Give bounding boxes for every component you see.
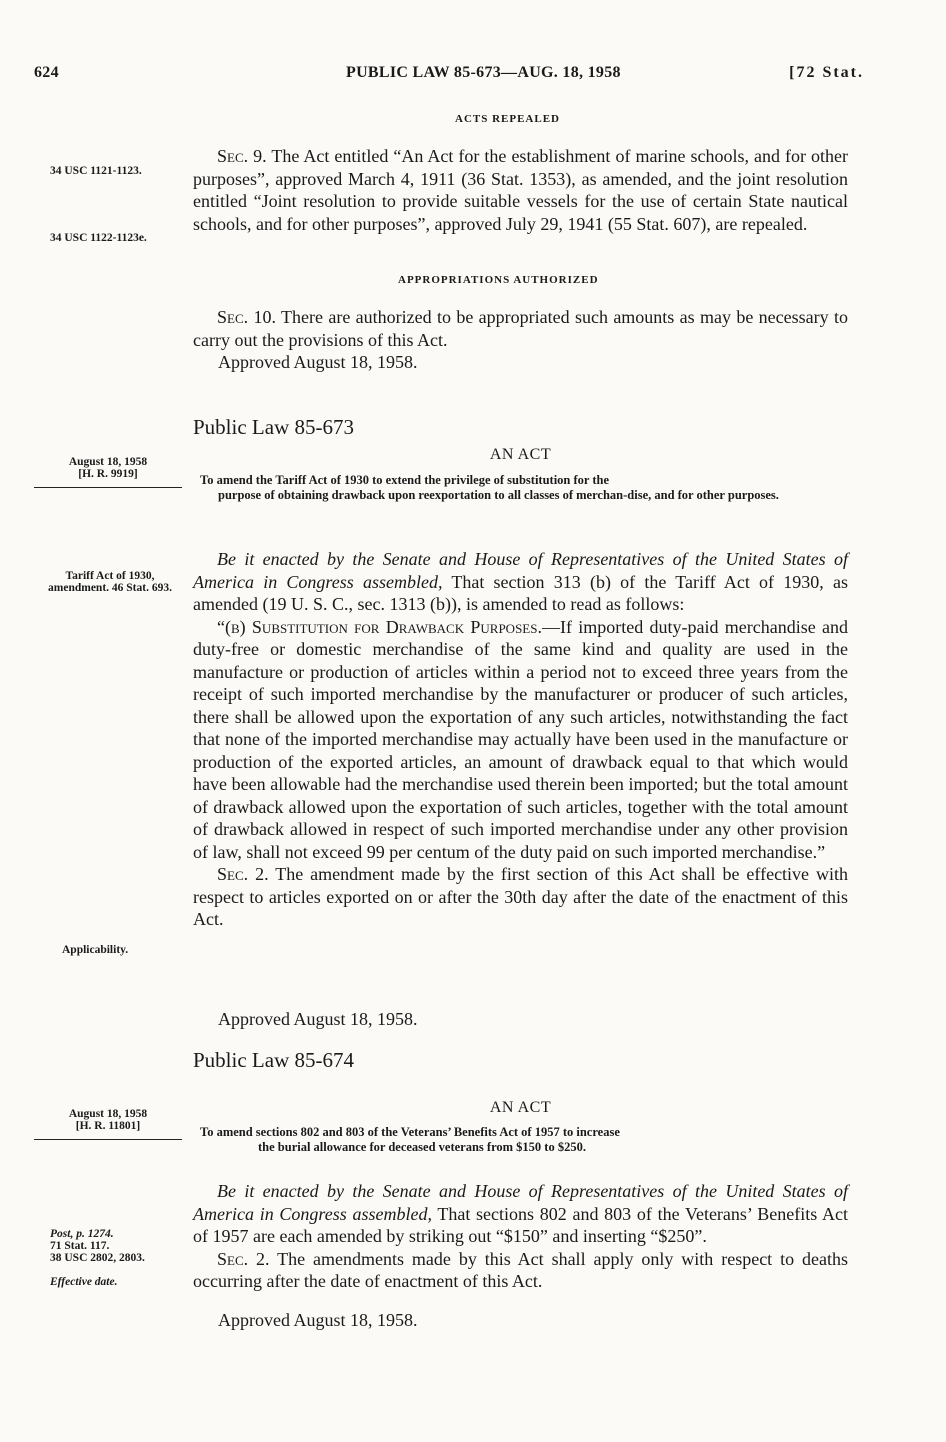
sec-10-text: There are authorized to be appropriated such amounts as may be necessary to carry out the provisions of this Act. xyxy=(193,307,848,350)
law-85-673-title: Public Law 85-673 xyxy=(193,415,354,439)
law-85-673-sec-2-label: Sec. 2. xyxy=(217,864,269,884)
approved-line-85-674: Approved August 18, 1958. xyxy=(218,1310,418,1330)
margin-note-applicability: Applicability. xyxy=(62,944,129,956)
law-85-673-purpose xyxy=(200,473,848,503)
law-85-674-act-label: AN ACT xyxy=(489,1099,552,1116)
margin-note-stat: 71 Stat. 117. xyxy=(50,1240,110,1252)
law-85-673-body xyxy=(193,548,848,931)
law-85-673-bill: [H. R. 9919] xyxy=(78,468,138,480)
law-85-674-sec-2-label: Sec. 2. xyxy=(217,1248,270,1269)
law-85-673-enacting-clause: Be it enacted by the Senate and House of Representatives of the United States of America in Congress assembled, xyxy=(193,549,848,592)
law-85-673-sec-2-text: The amendment made by the first section of this Act shall be effective with respect to articles exported on or after the 30th day after the date of the enactment of this Act. xyxy=(193,864,848,929)
law-85-674-intro: That sections 802 and 803 of the Veterans’ Benefits Act of 1957 are each amended by striking out “$150” and inserting “$250”. xyxy=(193,1203,848,1246)
page-header xyxy=(34,64,864,88)
subsection-b-label: “(b) Substitution for Drawback Purposes. xyxy=(217,616,542,637)
margin-note-tariff-act: Tariff Act of 1930, amendment. 46 Stat. 693. xyxy=(48,570,172,594)
law-85-674-bill: [H. R. 11801] xyxy=(75,1120,141,1132)
law-85-674-purpose-line1: To amend sections 802 and 803 of the Veterans’ Benefits Act of 1957 to increase xyxy=(200,1125,620,1139)
subsection-b-text: —If imported duty-paid merchandise and duty-free or domestic merchandise of the same kind and quality are used in the manufacture or production of articles within a period not to exceed three years from the receipt of such imported merchandise by the manufacturer or producer of such articles, there shall be allowed upon the exportation of any such articles, notwithstanding the fact that none of the imported merchandise may actually have been used in the manufacture or production of the exported articles, an amount of drawback equal to that which would have been allowable had the merchandise used therein been imported; but the total amount of drawback allowed upon the exportation of such articles, together with the total amount of drawback allowed in respect of such imported merchandise under any other provision of law, shall not exceed 99 per centum of the duty paid on such imported merchandise.” xyxy=(193,616,848,862)
law-85-673-date: August 18, 1958 xyxy=(68,456,148,468)
appropriations-heading: APPROPRIATIONS AUTHORIZED xyxy=(398,274,599,286)
sec-9-text: The Act entitled “An Act for the establishment of marine schools, and for other purposes”, approved March 4, 1911 (36 Stat. 1353), as amended, and the joint resolution entitled “Joint resolution to provide suitable vessels for the use of certain State nautical schools, and for other purposes”, approved July 29, 1941 (55 Stat. 607), are repealed. xyxy=(193,146,848,234)
law-85-674-date: August 18, 1958 xyxy=(68,1108,148,1120)
law-85-673-purpose-line2: purpose of obtaining drawback upon reexportation to all classes of merchan-dise, and for other purposes. xyxy=(218,488,779,502)
volume-reference: [72 Stat. xyxy=(789,64,864,81)
margin-note-usc-2802: 38 USC 2802, 2803. xyxy=(50,1252,145,1264)
margin-note-usc-1121: 34 USC 1121-1123. xyxy=(50,165,142,177)
law-85-673-act-label: AN ACT xyxy=(489,446,552,463)
margin-note-post: Post, p. 1274. xyxy=(50,1228,114,1240)
law-85-673-sidebar xyxy=(34,456,182,480)
law-85-674-purpose xyxy=(200,1125,848,1155)
page-number: 624 xyxy=(34,64,59,81)
law-85-674-sidebar xyxy=(34,1108,182,1132)
margin-note-usc-1122: 34 USC 1122-1123e. xyxy=(50,232,147,244)
section-9-body xyxy=(193,145,848,235)
sec-9-label: Sec. 9. xyxy=(217,146,267,166)
law-85-674-title: Public Law 85-674 xyxy=(193,1048,354,1072)
law-85-673-purpose-line1: To amend the Tariff Act of 1930 to extend the privilege of substitution for the xyxy=(200,473,610,487)
acts-repealed-heading: ACTS REPEALED xyxy=(455,113,560,125)
law-85-674-body xyxy=(193,1180,848,1293)
law-85-673-rule xyxy=(34,487,182,488)
approved-line-85-672: Approved August 18, 1958. xyxy=(218,352,418,372)
margin-note-effective-date: Effective date. xyxy=(50,1276,118,1288)
approved-line-85-673: Approved August 18, 1958. xyxy=(218,1009,418,1029)
law-85-674-sec-2-text: The amendments made by this Act shall apply only with respect to deaths occurring after the date of enactment of this Act. xyxy=(193,1248,848,1291)
law-85-674-purpose-line2: the burial allowance for deceased veterans from $150 to $250. xyxy=(258,1140,586,1154)
law-85-673-intro: That section 313 (b) of the Tariff Act of 1930, as amended (19 U. S. C., sec. 1313 (b)), is amended to read as follows: xyxy=(193,571,848,614)
sec-10-label: Sec. 10. xyxy=(217,307,276,327)
section-10-body xyxy=(193,306,848,351)
law-85-674-rule xyxy=(34,1139,182,1140)
running-title: PUBLIC LAW 85-673—AUG. 18, 1958 xyxy=(346,64,621,81)
law-85-674-enacting-clause: Be it enacted by the Senate and House of Representatives of the United States of America in Congress assembled, xyxy=(193,1181,848,1224)
